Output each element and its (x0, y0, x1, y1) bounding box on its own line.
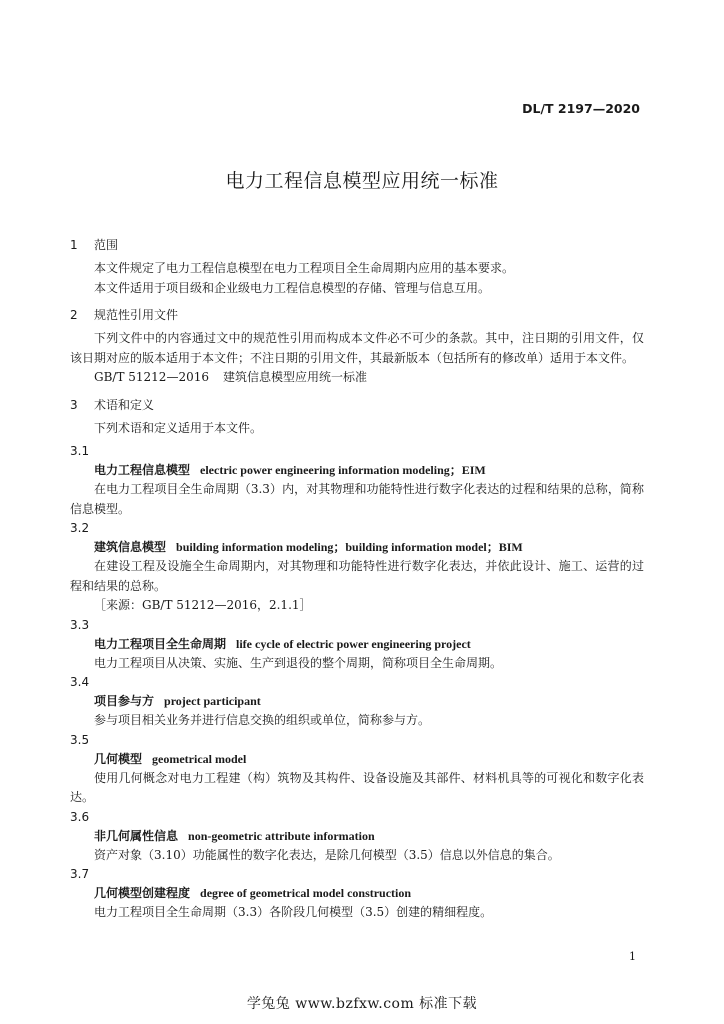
paragraph: 下列文件中的内容通过文中的规范性引用而构成本文件必不可少的条款。其中，注日期的引用文件，仅该日期对应的版本适用于本文件；不注日期的引用文件，其最新版本（包括所有的修改单）适用于本文件。 (70, 331, 644, 365)
section-number: 2 (70, 308, 78, 322)
term-number: 3.3 (70, 617, 90, 632)
term-definition: 使用几何概念对电力工程建（构）筑物及其构件、设备设施及其部件、材料机具等的可视化和数字化表达。 (70, 770, 644, 804)
term-source: ［来源：GB/T 51212—2016，2.1.1］ (94, 598, 312, 612)
term-name-zh: 电力工程信息模型 (94, 463, 191, 477)
term-name-zh: 几何模型创建程度 (94, 886, 191, 900)
term-number: 3.5 (70, 732, 90, 747)
term-name (70, 461, 644, 480)
term-definition: 在建设工程及设施全生命周期内，对其物理和功能特性进行数字化表达，并依此设计、施工、运营的过程和结果的总称。 (70, 559, 644, 593)
term-name-zh: 建筑信息模型 (94, 540, 167, 554)
term-name-en: non-geometric attribute information (188, 828, 375, 843)
section-title: 术语和定义 (94, 397, 155, 412)
watermark-footer: 学兔兔 www.bzfxw.com 标准下载 (246, 996, 478, 1012)
reference-title: 建筑信息模型应用统一标准 (222, 370, 367, 384)
term-number: 3.4 (70, 675, 90, 689)
term-definition: 电力工程项目从决策、实施、生产到退役的整个周期，简称项目全生命周期。 (94, 655, 503, 670)
term-definition: 资产对象（3.10）功能属性的数字化表达，是除几何模型（3.5）信息以外信息的集合。 (94, 847, 560, 862)
term-name (70, 635, 644, 654)
term-name-en: life cycle of electric power engineering project (236, 636, 471, 651)
document-title: 电力工程信息模型应用统一标准 (225, 170, 499, 192)
section-number: 3 (70, 397, 78, 412)
document-body (70, 236, 644, 923)
reference-entry (70, 368, 644, 388)
section-number: 1 (70, 238, 78, 252)
reference-code: GB/T 51212—2016 (94, 370, 209, 384)
term-name (70, 692, 644, 711)
section-heading-scope (70, 236, 644, 255)
term-name-zh: 非几何属性信息 (94, 828, 179, 843)
section-heading-normative-references (70, 306, 644, 325)
page-number: 1 (629, 950, 636, 963)
term-name (70, 827, 644, 846)
term-name-zh: 几何模型 (94, 751, 143, 766)
term-name-zh: 项目参与方 (94, 694, 155, 708)
standard-number: DL/T 2197—2020 (522, 101, 640, 116)
term-number: 3.7 (70, 867, 90, 881)
term-number: 3.2 (70, 521, 90, 535)
paragraph: 本文件规定了电力工程信息模型在电力工程项目全生命周期内应用的基本要求。 (94, 261, 515, 275)
section-title: 范围 (94, 238, 119, 252)
term-name (70, 750, 644, 769)
term-name-en: degree of geometrical model construction (200, 886, 412, 900)
term-definition: 参与项目相关业务并进行信息交换的组织或单位，简称参与方。 (94, 713, 431, 727)
term-definition: 在电力工程项目全生命周期（3.3）内，对其物理和功能特性进行数字化表达的过程和结果的总称，简称信息模型。 (70, 482, 644, 516)
section-heading-terms (70, 396, 644, 415)
term-definition: 电力工程项目全生命周期（3.3）各阶段几何模型（3.5）创建的精细程度。 (94, 905, 493, 919)
paragraph: 本文件适用于项目级和企业级电力工程信息模型的存储、管理与信息互用。 (94, 280, 491, 295)
term-name (70, 884, 644, 903)
term-name-en: building information modeling；building information model；BIM (176, 540, 523, 554)
term-name-en: project participant (164, 694, 261, 708)
term-number: 3.6 (70, 809, 90, 824)
term-name-en: electric power engineering information modeling；EIM (200, 463, 486, 477)
term-name-zh: 电力工程项目全生命周期 (94, 636, 227, 651)
term-name-en: geometrical model (152, 751, 247, 766)
paragraph: 下列术语和定义适用于本文件。 (94, 420, 263, 435)
term-name (70, 538, 644, 557)
section-title: 规范性引用文件 (94, 308, 179, 322)
term-number: 3.1 (70, 444, 90, 458)
